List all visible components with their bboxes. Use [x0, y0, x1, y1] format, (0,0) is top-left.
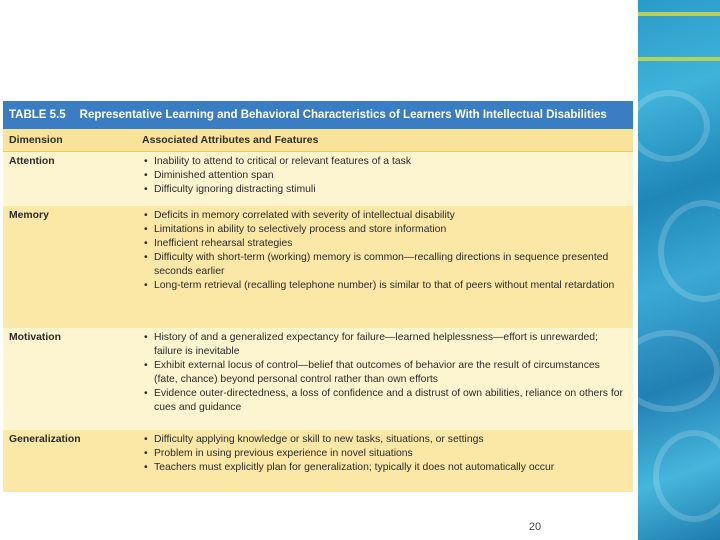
dimension-label: Motivation — [9, 332, 61, 343]
attribute-list — [142, 152, 633, 201]
attribute-item: • Difficulty ignoring distracting stimuli — [142, 183, 625, 197]
table-row-attention — [3, 152, 633, 206]
swirl-shape — [638, 90, 710, 162]
attribute-item: • Evidence outer-directedness, a loss of confidence and a distrust of own abilities, reliance on others for cues and guidance — [142, 387, 625, 415]
attribute-item: • Difficulty applying knowledge or skill to new tasks, situations, or settings — [142, 433, 625, 447]
attribute-item: • Inability to attend to critical or relevant features of a task — [142, 155, 625, 169]
characteristics-table — [3, 101, 633, 492]
swirl-shape — [638, 330, 720, 412]
attribute-list — [142, 430, 633, 479]
page-number: 20 — [528, 521, 542, 533]
attribute-item: • Exhibit external locus of control—belief that outcomes of behavior are the result of circumstances (fate, chance) beyond personal control rather than own efforts — [142, 359, 625, 387]
swirl-shape — [658, 200, 720, 302]
attribute-item: • Teachers must explicitly plan for generalization; typically it does not automatically occur — [142, 461, 625, 475]
dimension-label: Attention — [9, 156, 55, 167]
attribute-item: • Problem in using previous experience in novel situations — [142, 447, 625, 461]
column-header-dimension: Dimension — [9, 134, 63, 146]
attribute-item: • Limitations in ability to selectively process and store information — [142, 223, 625, 237]
attribute-item: • Difficulty with short-term (working) memory is common—recalling directions in sequence presented seconds earlier — [142, 251, 625, 279]
table-row-generalization — [3, 430, 633, 492]
attribute-item: • Diminished attention span — [142, 169, 625, 183]
swirl-shape — [653, 430, 720, 522]
attribute-list — [142, 328, 633, 419]
attribute-item: • History of and a generalized expectancy for failure—learned helplessness—effort is unrewarded; failure is inevitable — [142, 331, 625, 359]
table-row-motivation — [3, 328, 633, 430]
table-title: Representative Learning and Behavioral Characteristics of Learners With Intellectual Disabilities — [79, 109, 607, 121]
strip-line — [638, 12, 720, 16]
decorative-side-strip — [638, 0, 720, 540]
column-header-attributes: Associated Attributes and Features — [142, 134, 319, 146]
attribute-item: • Long-term retrieval (recalling telephone number) is similar to that of peers without mental retardation — [142, 279, 625, 293]
dimension-label: Memory — [9, 210, 49, 221]
table-row-memory — [3, 206, 633, 328]
table-title-bar — [3, 101, 633, 129]
dimension-label: Generalization — [9, 434, 81, 445]
strip-line — [638, 57, 720, 61]
table-number: TABLE 5.5 — [9, 109, 66, 121]
attribute-item: • Inefficient rehearsal strategies — [142, 237, 625, 251]
attribute-item: • Deficits in memory correlated with severity of intellectual disability — [142, 209, 625, 223]
attribute-list — [142, 206, 633, 297]
column-header-row — [3, 129, 633, 152]
